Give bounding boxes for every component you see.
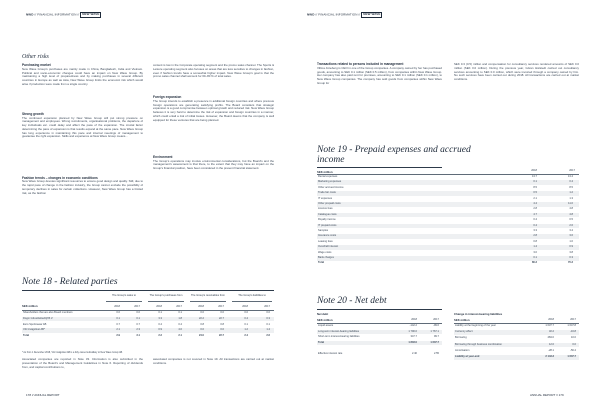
row-value: -99.6 [433, 324, 439, 327]
table-row [317, 352, 442, 357]
row-label: Liquid assets [318, 324, 334, 327]
row-label: Bank charges [318, 256, 334, 259]
row-value: 3.8 [569, 250, 573, 254]
row-value: 8.5 [533, 185, 537, 189]
row-label: Samples [318, 229, 329, 232]
note18-text-right: associated companies is not covered in Note 19. All transactions are carried out at market conditions. [153, 358, 274, 365]
row-value: 0.1 [533, 256, 537, 259]
year-header-row [317, 169, 579, 174]
sales-channel-text: content is low in the Corporate operating segment and the promo sales channel. The Sports & Leisure operating segment also focuses on areas that are less sensitive to changes in fashion, even if fashion trends have a somewhat higher impact. New Wave Group's goal is that the promo sales channel shall account for 60–80 % of total sales. [153, 64, 274, 79]
divider [317, 167, 442, 168]
row-value: 0.4 [244, 316, 248, 320]
row-value: 1.2 [569, 191, 573, 195]
row-value: 22.7 [218, 334, 224, 338]
row-value: 0.4 [533, 223, 537, 227]
foreign-expansion-heading: Foreign expansion [153, 95, 182, 99]
row-value: 0.1 [116, 316, 120, 320]
divider [148, 301, 184, 302]
row-value: 70.3 [567, 261, 573, 265]
year-header: 2018 [411, 318, 417, 321]
row-label: Currency effect [455, 330, 473, 334]
row-value: 0.8 [220, 322, 224, 326]
row-value: 10.0 [570, 336, 576, 340]
row-label: Other accrued income [318, 185, 344, 189]
row-label: Liability at the beginning of the year [455, 324, 496, 327]
table-row [317, 229, 579, 234]
row-value: 2.9 [116, 334, 120, 338]
row-value: 0.1 [244, 322, 248, 326]
row-value: 2.6 [569, 223, 573, 227]
environment-text: The Group's operations may involve environmental considerations, but the Board's and the management's assessment is that there, to the extent that they may have an impact on the Group's financial position, have been considered in the present financial statement. [153, 159, 274, 171]
year-header: 2018 [198, 305, 204, 308]
row-value: 2.2 [158, 334, 162, 338]
table-row [317, 240, 579, 245]
row-value: 0.0 [136, 311, 140, 314]
row-label: Borrowing [455, 336, 467, 340]
row-value: -142.2 [409, 324, 417, 327]
table-row [317, 175, 579, 180]
table-row [22, 311, 274, 316]
row-value: 2.1 [116, 328, 120, 332]
note18-table [22, 292, 274, 352]
row-value: 0.0 [244, 311, 248, 314]
row-label: Overdraft interest [318, 245, 339, 249]
liabilities-table [454, 312, 579, 374]
year-header-row [22, 305, 274, 310]
row-value: 1.4 [533, 245, 537, 249]
strong-growth-text: The continued expansion planned by New Wave Group will put strong pressure on management and employees. Wrong recruitments, organisational problems, the departure of key individuals etc. could delay and affect the pace of the expansion. The crucial factor determining the pace of expansion is that results expand at the same pace. New Wave Group has long experience in maintaining this pace and internal meetings of management to guarantee the right expansion. Skills and experience at New Wave Group means... [22, 116, 143, 139]
row-value: 347.7 [410, 335, 417, 339]
row-label: Amortisation [455, 348, 470, 352]
right-page-header: NWD // FINANCIAL INFORMATION // NEW WAVE [307, 12, 381, 17]
liabilities-heading: Change in interest-bearing liabilities [454, 312, 503, 316]
row-value: 0.9 [569, 245, 573, 249]
row-value: 2.8 [533, 234, 537, 238]
row-value: 0.1 [533, 180, 537, 184]
row-label: Euro Sportswear AB [23, 322, 47, 326]
note19-title: Note 19 - Prepaid expenses and accrued income [317, 145, 471, 165]
row-value: 8.5 [569, 185, 573, 189]
table-row [317, 341, 442, 346]
row-label: Leasing fees [318, 239, 333, 243]
table-row [317, 256, 579, 261]
transactions-text-left: Villma Jöneberg is CEO in one of the Group companies. A company owned by her has purchased goods, amounting to SEK 0.1 million (SEK 0.5 million), from companies within New Wave Group. Her company has also paid rent for premises, amounting to SEK 0.1 million (SEK 0.1 million), to New Wave Group companies. The company has sold goods from companies within New Wave Group for [317, 66, 442, 85]
row-value: 3.6 [569, 234, 573, 238]
row-value: 22.7 [218, 316, 224, 320]
row-label: Vöt Invägslivet AB* [23, 328, 45, 332]
divider [317, 309, 442, 310]
row-value: 0.0 [266, 311, 270, 314]
divider [190, 301, 226, 302]
table-row [454, 349, 579, 354]
row-label: IT prepaid costs [318, 223, 337, 227]
row-label: Trade fair costs [318, 191, 336, 195]
row-value: 1.0 [569, 239, 573, 243]
row-value: 4.7 [533, 212, 537, 216]
table-row [317, 197, 579, 202]
year-header: 2017 [134, 305, 140, 308]
table-row [22, 317, 274, 322]
row-value: 0.1 [158, 311, 162, 314]
table-unit: SEK million [317, 170, 333, 174]
row-value: 3.3 [158, 316, 162, 320]
table-row [317, 245, 579, 250]
row-label: Total [318, 340, 325, 344]
year-header: 2017 [570, 318, 576, 321]
column-group-header: The Group's sales to [112, 294, 136, 297]
row-value: 0.5 [533, 191, 537, 195]
row-value: 0.0 [220, 328, 224, 332]
row-label: Rental expenses [318, 175, 338, 178]
row-value: 1 790.0 [408, 329, 417, 333]
row-label: Licence fees [318, 207, 333, 211]
row-value: 3.1 [136, 334, 140, 338]
row-value: -28.1 [548, 348, 554, 352]
column-group-header: The Group's liabilities to [238, 294, 266, 297]
table-row [317, 251, 579, 256]
row-value: -16.8 [570, 330, 576, 334]
row-value: 2.3 [136, 328, 140, 332]
row-value: 4.8 [569, 212, 573, 216]
row-label: Liability at year-end [455, 355, 480, 358]
row-value: 13.4 [567, 175, 573, 178]
divider [232, 301, 272, 302]
row-value: 0.0 [116, 311, 120, 314]
table-unit: SEK million [454, 318, 470, 322]
table-unit: SEK million [22, 304, 38, 308]
row-value: 2.1 [533, 196, 537, 200]
row-value: 3.3 [533, 229, 537, 232]
transactions-column-left [317, 63, 442, 109]
table-unit: SEK million [317, 318, 333, 322]
row-label: Effective interest rate [318, 352, 343, 356]
year-header: 2018 [548, 318, 554, 321]
row-label: Total [23, 334, 30, 338]
row-label: Royalty income [318, 218, 336, 222]
note18-footnote: * As from 1 December 2018, Vöt Invägslivet AB is a fully owned subsidiary to New Wave Group AB. [22, 352, 123, 354]
table-row [22, 328, 274, 333]
row-value: 22.2 [198, 316, 204, 320]
environment-heading: Environment [153, 154, 173, 159]
table-row [22, 334, 274, 339]
row-value: 2.6 [266, 334, 270, 338]
row-value: 3.4 [569, 229, 573, 232]
row-value: 484.0 [547, 336, 554, 340]
row-label: Total [318, 261, 325, 265]
row-value: 2.1 [178, 334, 182, 338]
column-group-header: The Group's purchases from [149, 294, 183, 297]
fashion-trends-text: New Wave Group devotes significant resources to ensure good design and quality. Still, due to the rapid pace of change in the fashion industry, the Group cannot exclude the possibility of temporary declines in sales for certain collections. However, New Wave Group has a limited risk, as the fashion [22, 180, 143, 195]
table-row [454, 355, 579, 360]
row-value: 0.7 [116, 322, 120, 326]
row-value: 1 637.7 [545, 324, 554, 327]
row-value: 0.8 [200, 322, 204, 326]
row-value: 0.0 [220, 311, 224, 314]
year-header-row [454, 318, 579, 323]
year-header-row [317, 318, 442, 323]
column-group-header: The Group's receivables from [191, 294, 225, 297]
note20-title: Note 20 - Net debt [317, 296, 387, 306]
row-value: 80.3 [531, 261, 537, 265]
row-value: 1.2 [244, 328, 248, 332]
row-value: 4.8 [569, 207, 573, 211]
row-label: Other prepaid costs [318, 202, 341, 205]
row-label: Catalogue costs [318, 212, 337, 216]
year-header: 2018 [156, 305, 162, 308]
row-value: 2.40 [411, 352, 417, 356]
table-row [317, 224, 579, 229]
row-value: 11.0 [568, 202, 573, 205]
table-row [317, 213, 579, 218]
row-label: Borrowing through business combination [455, 342, 502, 346]
row-value: 0.4 [533, 218, 537, 222]
row-label: Short-term interest-bearing liabilities [318, 335, 360, 339]
year-header: 2017 [433, 318, 439, 321]
right-page-footer: ANNUAL REPORT // 179 [530, 393, 564, 397]
row-value: 1 637.7 [567, 355, 576, 358]
other-risks-title: Other risks [22, 54, 49, 60]
divider [106, 301, 142, 302]
row-value: 4.0 [178, 328, 182, 332]
row-value: 99.7 [433, 335, 439, 339]
transactions-heading: Transactions related to persons included in management [317, 62, 404, 66]
row-value: 0.0 [572, 342, 576, 346]
row-value: 24.0 [198, 334, 204, 338]
row-value: -56.4 [570, 348, 576, 352]
table-row [317, 234, 579, 239]
table-row [317, 261, 579, 266]
row-label: Marketing expenses [318, 180, 342, 184]
row-value: 13.7 [531, 175, 537, 178]
table-row [454, 343, 579, 348]
middle-text-column [153, 64, 274, 190]
row-value: 0.5 [569, 218, 573, 222]
new-wave-logo: NEW WAVE [363, 12, 381, 16]
table-row [317, 180, 579, 185]
row-label: Shareholders that are also Board members [23, 311, 73, 314]
year-header: 2018 [531, 169, 537, 172]
row-value: 32.2 [548, 330, 554, 334]
row-label: Dogm Industriebedrijf B.V. [23, 316, 54, 320]
year-header: 2017 [569, 169, 575, 172]
net-debt-heading: Net debt [317, 312, 329, 316]
table-row [317, 324, 442, 329]
row-value: 0.8 [533, 239, 537, 243]
row-value: 0.3 [266, 316, 270, 320]
row-value: 1.4 [266, 328, 270, 332]
row-value: 0.3 [569, 256, 573, 259]
table-row [317, 207, 579, 212]
note18-title: Note 18 - Related parties [22, 277, 118, 287]
row-label: Wage costs [318, 250, 332, 254]
strong-growth-heading: Strong growth [22, 111, 44, 116]
row-label: Long-term interest-bearing liabilities [318, 329, 360, 333]
row-value: 0.1 [178, 311, 182, 314]
table-row [454, 324, 579, 329]
purchasing-market-heading: Purchasing market [22, 63, 51, 67]
row-value: 0.9 [158, 328, 162, 332]
table-row [317, 202, 579, 207]
year-header: 2017 [264, 305, 270, 308]
row-value: 1.8 [178, 316, 182, 320]
row-value: 0.4 [178, 322, 182, 326]
new-wave-logo: NEW WAVE [82, 12, 100, 16]
row-value: 0.4 [158, 322, 162, 326]
left-page-footer: 178 // ANNUAL REPORT [26, 393, 60, 397]
transactions-text-right: SEK 0.3 (0.5) million and compensation for consultancy services rendered amounts of SEK 0.0 million (SEK 0.0 million). During the previous year, Göran Härstedt carried out consultancy services amounting to SEK 0.0 million, which were invoiced through a company owned by him. No such services have been carried out during 2018. All transactions are carried out at market conditions. [454, 63, 579, 81]
row-value: 12.0 [548, 342, 554, 346]
row-value: 0.1 [266, 322, 270, 326]
left-page-header: NWD // FINANCIAL INFORMATION // NEW WAVE [26, 12, 100, 17]
row-value: 2.8 [533, 207, 537, 211]
row-value: 0.1 [136, 316, 140, 320]
table-row [317, 191, 579, 196]
table-row [317, 330, 442, 335]
net-debt-table [317, 312, 442, 374]
row-value: 0.0 [200, 311, 204, 314]
row-value: 0.0 [200, 328, 204, 332]
table-row [454, 336, 579, 341]
year-header: 2017 [218, 305, 224, 308]
row-value: 1 803.0 [408, 340, 417, 344]
year-header: 2017 [176, 305, 182, 308]
year-header: 2018 [242, 305, 248, 308]
table-row [22, 323, 274, 328]
row-value: 1.3 [569, 196, 573, 200]
note19-table [317, 169, 579, 289]
table-row [317, 335, 442, 340]
row-value: 1 647.8 [567, 324, 576, 327]
note18-text-left: Associated companies are reported in Note 33. Information is also submitted in the presentation of the Board's and Management Guidelines in Note 6. Reporting of dividends from, and capital contributions to, [22, 358, 143, 369]
row-value: 2.55 [433, 352, 439, 356]
table-row [317, 186, 579, 191]
row-value: 1 767.1 [430, 329, 439, 333]
fashion-trends-heading: Fashion trends – changes in economic conditions [22, 175, 98, 180]
row-value: 2 143.3 [545, 355, 554, 358]
row-value: 1 637.7 [430, 340, 439, 344]
row-label: IT expenses [318, 196, 333, 200]
row-value: 4.4 [533, 202, 537, 205]
row-label: Insurance costs [318, 234, 337, 238]
row-value: 3.0 [533, 250, 537, 254]
row-value: 0.4 [569, 180, 573, 184]
table-row [317, 218, 579, 223]
year-header: 2018 [114, 305, 120, 308]
row-value: 0.7 [136, 322, 140, 326]
row-value: 2.4 [244, 334, 248, 338]
purchasing-market-text: New Wave Group's purchases are mainly made in China, Bangladesh, India and Vietnam. Political and socio-economic changes could have an impact on New Wave Group. By maintaining a high level of preparedness and by making purchases in several different countries in Europe as well as Asia, New Wave Group limits the economic risk which would arise if production were made from a single country. [22, 67, 143, 86]
foreign-expansion-text: The Group intends to establish a presence in additional foreign countries and where previous foreign operations are generating satisfying profits. The Board considers that strategic expansion is a good compromise between optimal growth and reduced risk. New Wave Group believes it is very hard to determine the risk of expansion and foreign countries in a manner, which could entail a risk of initial losses. However, the Board deems that the company is well equipped for these ventures that are being planned. [153, 99, 274, 122]
left-text-column [22, 64, 143, 218]
table-row [454, 330, 579, 335]
divider [22, 290, 274, 291]
